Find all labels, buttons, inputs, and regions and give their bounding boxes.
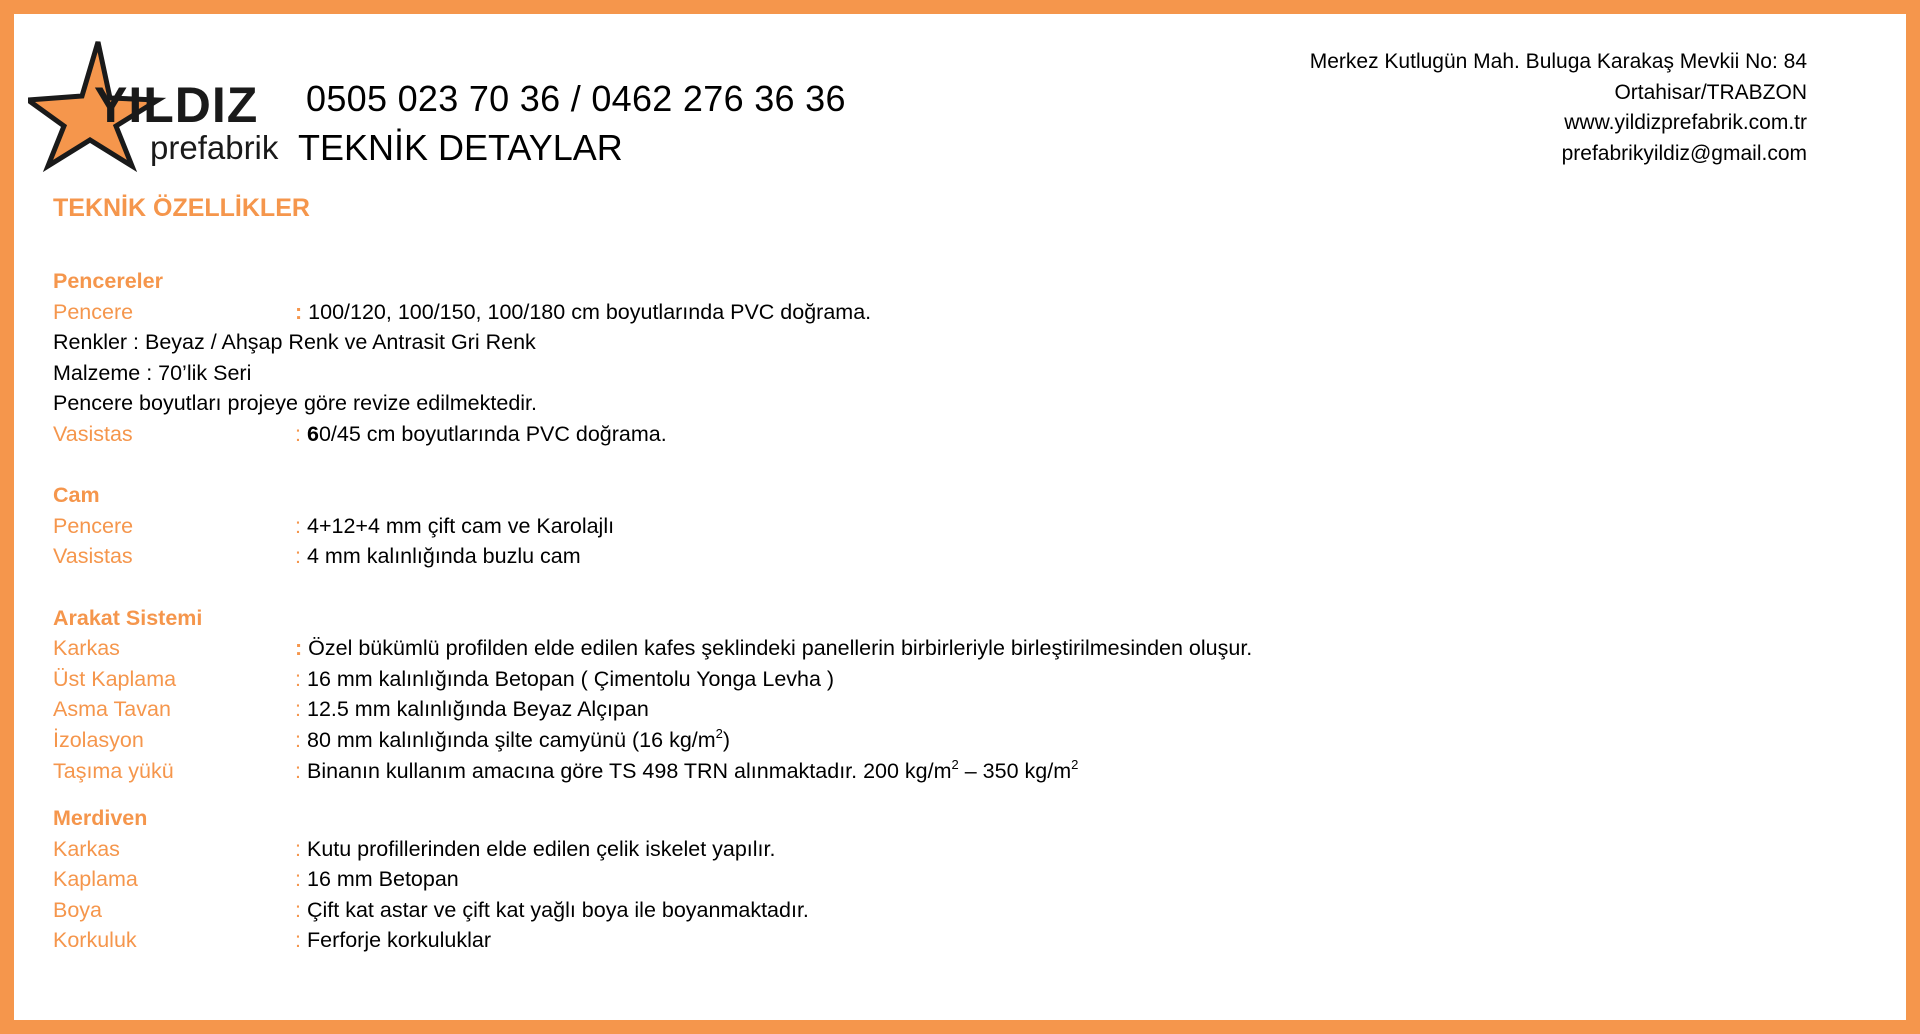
group-title-arakat: Arakat Sistemi (53, 605, 203, 630)
spacer (53, 572, 1553, 603)
spec-value-mid: – 350 kg/m (958, 758, 1072, 783)
spec-value-text: Binanın kullanım amacına göre TS 498 TRN alınmaktadır. 200 kg/m (306, 758, 952, 783)
spec-label: İzolasyon (53, 727, 144, 752)
spec-label: Taşıma yükü (53, 758, 174, 783)
spec-value (307, 419, 667, 450)
spec-row-cam-vasistas (53, 541, 1553, 572)
spec-value: Özel bükümlü profilden elde edilen kafes şeklindeki panellerin birbirleriyle birleştirilmesinden oluşur. (308, 636, 1253, 661)
spec-colon: : (295, 758, 301, 783)
spec-value-text: 80 mm kalınlığında şilte camyünü (16 kg/m (306, 727, 716, 752)
spec-colon: : (295, 928, 301, 953)
phone-numbers: 0505 023 70 36 / 0462 276 36 36 (306, 78, 846, 119)
spec-row-boya (53, 895, 1553, 926)
group-title-cam: Cam (53, 483, 100, 508)
spec-colon: : (295, 836, 301, 861)
spacer (53, 450, 1553, 481)
logo-wordmark: YILDIZ (94, 77, 259, 133)
spec-value: 100/120, 100/150, 100/180 cm boyutlarında PVC doğrama. (308, 299, 872, 324)
spec-note: Pencere boyutları projeye göre revize edilmektedir. (53, 391, 538, 416)
spec-value: Çift kat astar ve çift kat yağlı boya ile boyanmaktadır. (306, 897, 809, 922)
spec-label: Asma Tavan (53, 697, 171, 722)
yildiz-star-logo (28, 38, 290, 173)
address-city: Ortahisar/TRABZON (1614, 80, 1807, 104)
spec-value-rest: 0/45 cm boyutlarında PVC doğrama. (318, 421, 667, 446)
spec-colon: : (295, 544, 301, 569)
spec-label: Kaplama (53, 867, 138, 892)
group-title-merdiven: Merdiven (53, 806, 148, 831)
spec-colon: : (295, 867, 301, 892)
superscript: 2 (951, 756, 959, 772)
spec-row-asma-tavan (53, 694, 1553, 725)
superscript: 2 (1071, 756, 1079, 772)
spec-value-end: ) (722, 727, 731, 752)
spec-colon: : (295, 299, 303, 324)
section-title: TEKNİK ÖZELLİKLER (53, 194, 310, 222)
spec-value: Ferforje korkuluklar (306, 928, 491, 953)
spec-colon: : (295, 636, 303, 661)
website-link[interactable]: www.yildizprefabrik.com.tr (1564, 111, 1807, 134)
spec-label: Karkas (53, 636, 120, 661)
spec-row-vasistas (53, 419, 1553, 450)
group-title-pencereler: Pencereler (53, 269, 163, 293)
logo-subtitle: prefabrik (150, 129, 279, 166)
spec-row-pencere (53, 297, 1553, 328)
spec-label: Vasistas (53, 421, 133, 446)
superscript: 2 (715, 725, 723, 741)
spec-label: Pencere (53, 513, 134, 538)
spec-value (307, 756, 1078, 787)
spec-label: Boya (53, 897, 103, 922)
spec-value: 4+12+4 mm çift cam ve Karolajlı (306, 513, 615, 538)
spec-row-izolasyon (53, 725, 1553, 756)
spec-row-korkuluk (53, 925, 1553, 956)
address-block (1310, 47, 1807, 169)
spec-renkler: Renkler : Beyaz / Ahşap Renk ve Antrasit Gri Renk (53, 330, 536, 355)
email-link[interactable]: prefabrikyildiz@gmail.com (1561, 141, 1807, 165)
spec-row-cam-pencere (53, 511, 1553, 542)
spec-value (307, 725, 730, 756)
spec-colon: : (295, 513, 301, 538)
spec-row-ust-kaplama (53, 664, 1553, 695)
spacer (53, 786, 1553, 803)
spec-colon: : (295, 697, 301, 722)
spec-value: 4 mm kalınlığında buzlu cam (306, 544, 581, 569)
spec-label: Üst Kaplama (53, 666, 177, 691)
spec-colon: : (295, 897, 301, 922)
spec-value-bold: 6 (306, 421, 319, 446)
spec-label: Karkas (53, 836, 120, 861)
spec-label: Korkuluk (53, 928, 137, 953)
spec-row-tasima-yuku (53, 756, 1553, 787)
spec-label: Vasistas (53, 544, 133, 569)
spec-value: 12.5 mm kalınlığında Beyaz Alçıpan (306, 697, 649, 722)
spec-value: 16 mm kalınlığında Betopan ( Çimentolu Yonga Levha ) (306, 666, 835, 691)
spec-label: Pencere (53, 299, 134, 324)
document-title: TEKNİK DETAYLAR (298, 127, 623, 168)
spec-malzeme: Malzeme : 70’lik Seri (53, 360, 252, 385)
spec-value: 16 mm Betopan (306, 867, 459, 892)
spec-colon: : (295, 727, 301, 752)
spec-row-merdiven-karkas (53, 834, 1553, 865)
spec-row-karkas (53, 633, 1553, 664)
spec-row-kaplama (53, 864, 1553, 895)
spec-value: Kutu profillerinden elde edilen çelik iskelet yapılır. (306, 836, 776, 861)
spec-colon: : (295, 421, 301, 446)
spec-list (53, 266, 1553, 956)
spec-colon: : (295, 666, 301, 691)
address-line: Merkez Kutlugün Mah. Buluga Karakaş Mevkii No: 84 (1309, 50, 1807, 73)
